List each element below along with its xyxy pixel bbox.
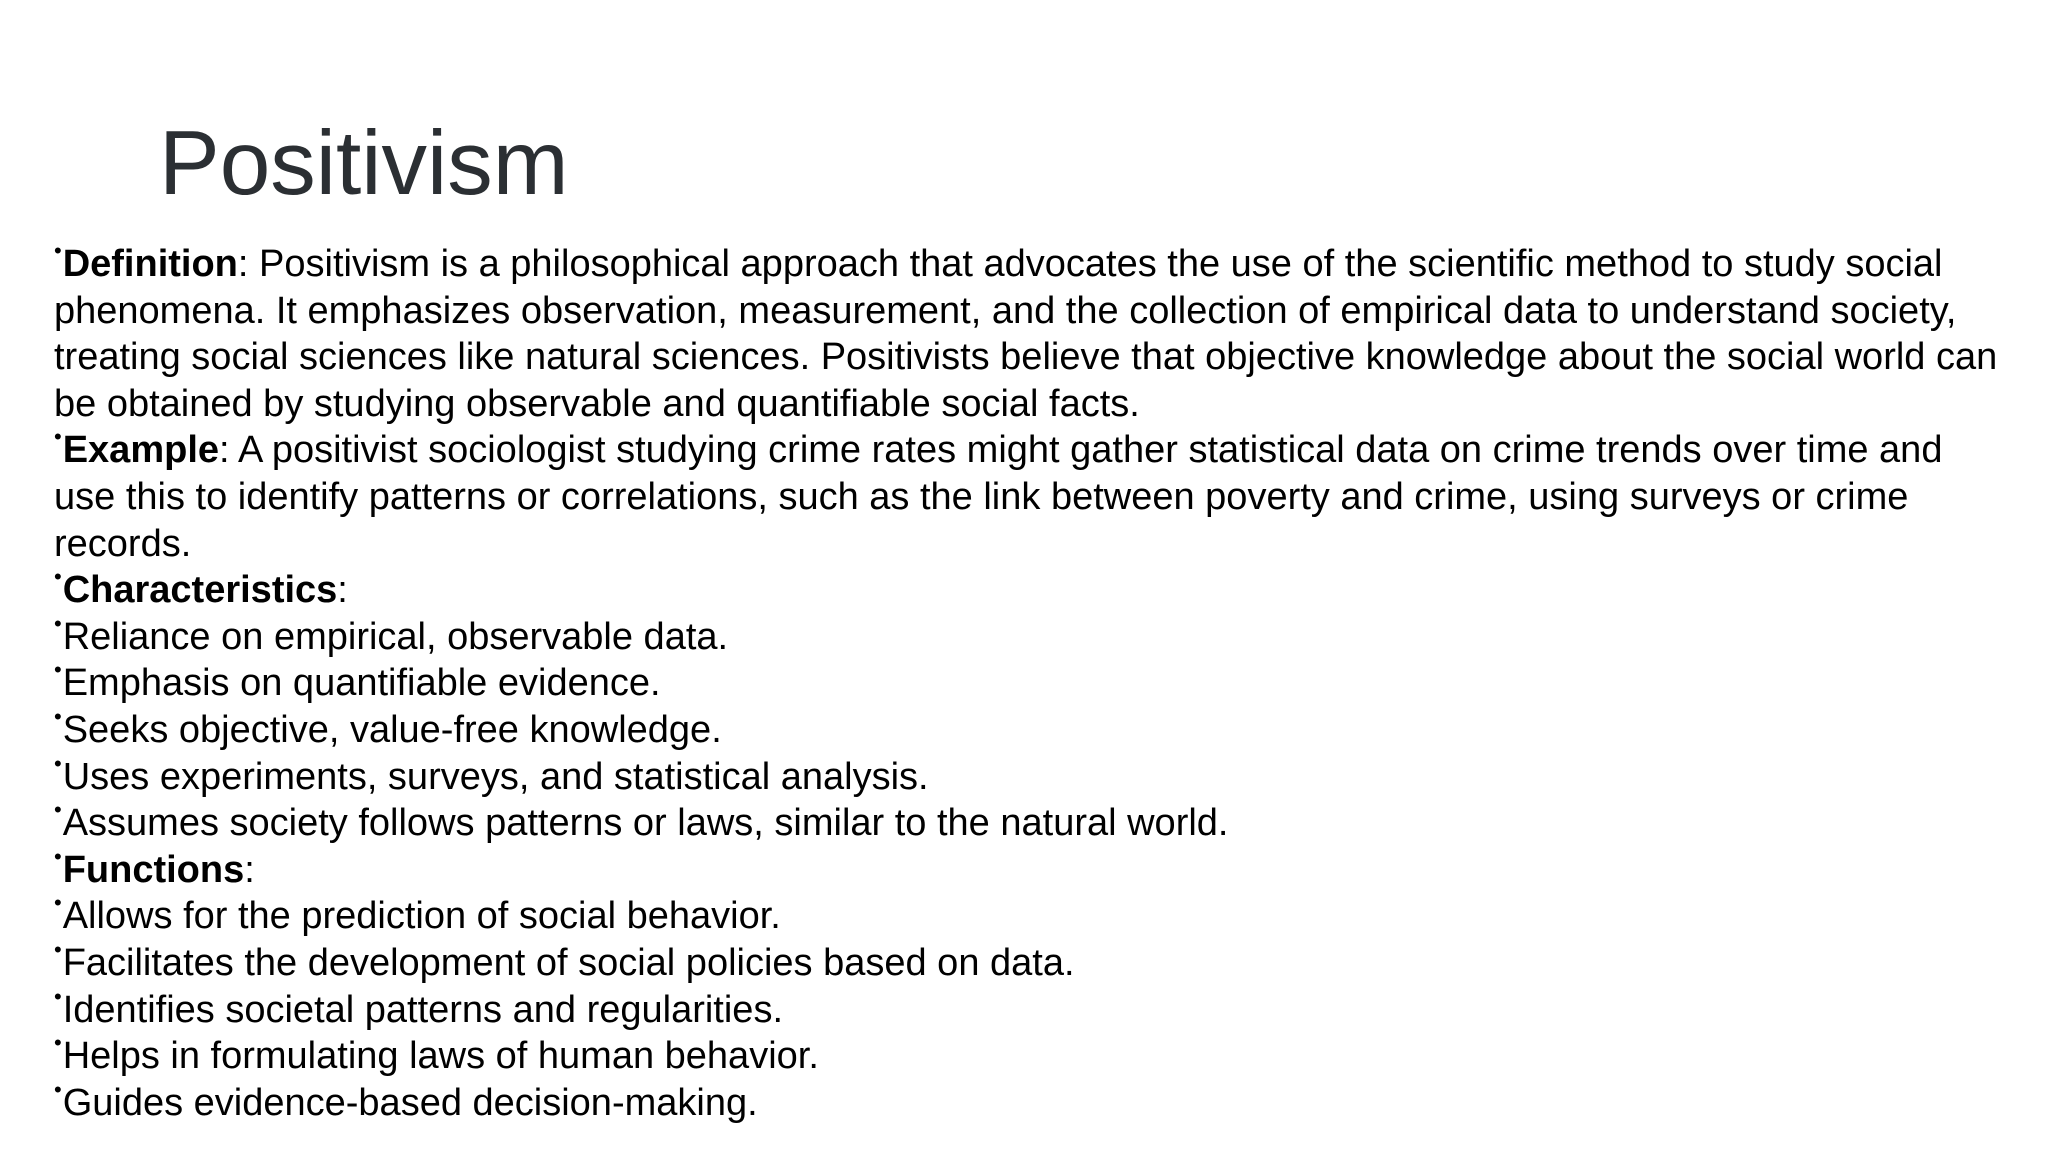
function-item: Facilitates the development of social policies based on data. — [62, 941, 1075, 984]
characteristic-item: Seeks objective, value-free knowledge. — [62, 708, 722, 751]
example-paragraph: •Example: A positivist sociologist studying crime rates might gather statistical data on crime trends over time and use this to identify patterns or correlations, such as the link between poverty and crime, using surveys or crime records. — [54, 424, 1943, 565]
characteristics-colon: : — [337, 569, 348, 612]
functions-heading-line: •Functions: — [54, 843, 255, 891]
list-item: •Seeks objective, value-free knowledge. — [54, 703, 722, 751]
characteristics-heading: Characteristics — [62, 569, 338, 612]
characteristic-item: Uses experiments, surveys, and statistical analysis. — [62, 755, 929, 798]
function-item: Allows for the prediction of social behavior. — [62, 895, 781, 938]
slide-body — [54, 238, 2009, 1126]
list-item: •Guides evidence-based decision-making. — [54, 1076, 758, 1124]
list-item: •Identifies societal patterns and regularities. — [54, 983, 783, 1031]
list-item: •Allows for the prediction of social behavior. — [54, 890, 781, 938]
list-item: •Reliance on empirical, observable data. — [54, 610, 729, 658]
characteristic-item: Assumes society follows patterns or laws, similar to the natural world. — [62, 802, 1229, 845]
definition-text: : Positivism is a philosophical approach that advocates the use of the scientific method to study social phenomena. It emphasizes observation, measurement, and the collection of empirical data to understand society, treating social sciences like natural sciences. Positivists believe that objective knowledge about the social world can be obtained by studying observable and quantifiable social facts. — [54, 243, 1998, 425]
list-item: •Uses experiments, surveys, and statistical analysis. — [54, 750, 929, 798]
list-item: •Facilitates the development of social policies based on data. — [54, 936, 1075, 984]
definition-paragraph: •Definition: Positivism is a philosophical approach that advocates the use of the scientific method to study social phenomena. It emphasizes observation, measurement, and the collection of empirical data to understand society, treating social sciences like natural sciences. Positivists believe that objective knowledge about the social world can be obtained by studying observable and quantifiable social facts. — [54, 238, 1998, 425]
function-item: Guides evidence-based decision-making. — [62, 1081, 758, 1124]
list-item: •Emphasis on quantifiable evidence. — [54, 657, 661, 705]
list-item: •Assumes society follows patterns or laws, similar to the natural world. — [54, 797, 1229, 845]
example-text: : A positivist sociologist studying crime rates might gather statistical data on crime trends over time and use this to identify patterns or correlations, such as the link between poverty and crime, using surveys or crime records. — [54, 429, 1943, 565]
slide-title: Positivism — [159, 113, 569, 214]
example-heading: Example — [62, 429, 220, 472]
list-item: •Helps in formulating laws of human behavior. — [54, 1030, 819, 1078]
characteristic-item: Reliance on empirical, observable data. — [62, 615, 729, 658]
functions-heading: Functions — [62, 848, 245, 891]
function-item: Helps in formulating laws of human behavior. — [62, 1035, 819, 1078]
function-item: Identifies societal patterns and regularities. — [62, 988, 783, 1031]
functions-colon: : — [244, 848, 255, 891]
characteristics-heading-line: •Characteristics: — [54, 564, 348, 612]
definition-heading: Definition — [62, 243, 238, 285]
characteristic-item: Emphasis on quantifiable evidence. — [62, 662, 661, 705]
